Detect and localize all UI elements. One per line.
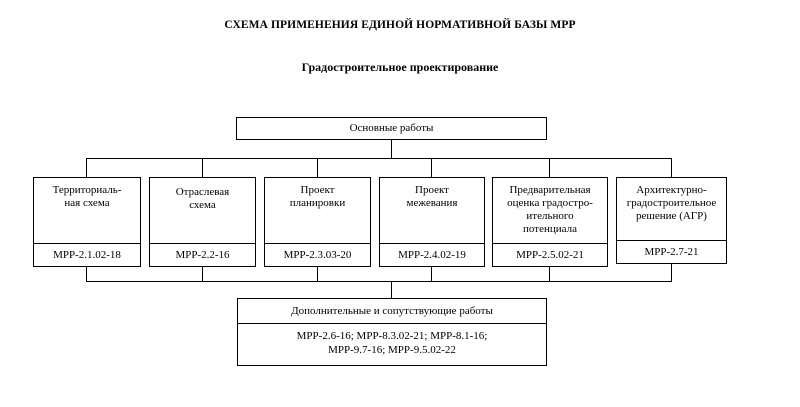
column-node-sector-scheme [149,177,256,267]
column-label: Архитектурно- градостроительное решение (АГР) [626,184,717,222]
column-node-surveying-project [379,177,485,267]
column-label: Проект планировки [289,184,346,209]
column-node-territorial-scheme [33,177,141,267]
column-code: МРР-2.5.02-21 [493,243,607,266]
additional-works-codes [238,329,546,357]
additional-works-node [237,298,547,366]
column-label: Отраслевая схема [175,186,230,211]
additional-works-label: Дополнительные и сопутствующие работы [238,299,546,324]
main-works-label: Основные работы [349,122,434,134]
column-node-potential-assessment [492,177,608,267]
main-works-node [236,117,547,140]
column-code: МРР-2.2-16 [150,243,255,266]
column-code: МРР-2.4.02-19 [380,243,484,266]
column-label: Проект межевания [406,184,458,209]
additional-codes-line-2: МРР-9.7-16; МРР-9.5.02-22 [328,344,456,356]
column-code: МРР-2.7-21 [617,240,726,263]
column-node-planning-project [264,177,371,267]
column-label: Территориаль- ная схема [52,184,122,209]
diagram-title: СХЕМА ПРИМЕНЕНИЯ ЕДИНОЙ НОРМАТИВНОЙ БАЗЫ МРР [224,19,576,31]
column-label: Предварительная оценка градостро- ительного потенциала [507,184,593,235]
column-code: МРР-2.3.03-20 [265,243,370,266]
additional-codes-line-1: МРР-2.6-16; МРР-8.3.02-21; МРР-8.1-16; [296,330,488,342]
diagram-subtitle: Градостроительное проектирование [301,60,499,74]
column-node-agr-solution [616,177,727,264]
column-code: МРР-2.1.02-18 [34,243,140,266]
